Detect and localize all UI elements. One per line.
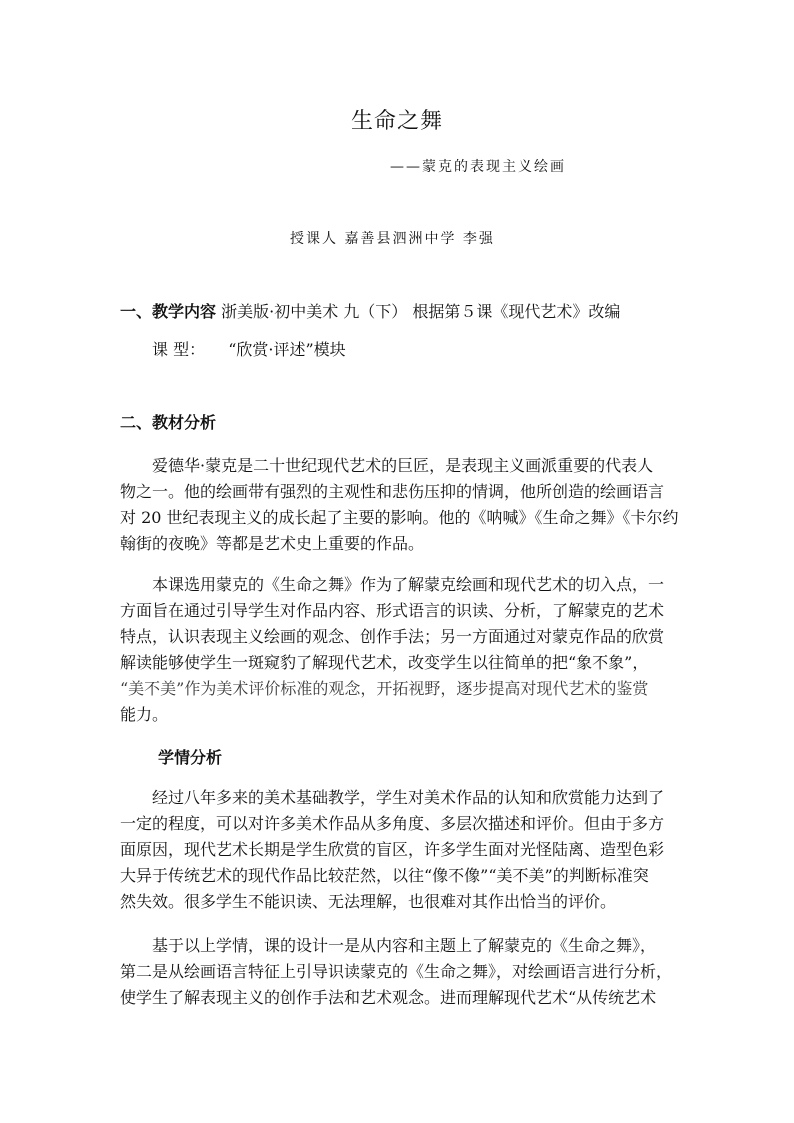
paragraph-line: 然失效。很多学生不能识读、无法理解，也很难对其作出恰当的评价。: [120, 892, 617, 911]
section1-line: [120, 299, 620, 325]
lesson-type-line: [152, 337, 346, 363]
paragraph-line: 翰街的夜晚》等都是艺术史上重要的作品。: [120, 534, 425, 553]
section2-paragraph-1: [120, 453, 679, 557]
paragraph-line: 大异于传统艺术的现代作品比较茫然，以往“像不像”“美不美”的判断标准突: [120, 866, 649, 885]
section1-heading: 一、教学内容: [120, 302, 217, 321]
paragraph-line: 本课选用蒙克的《生命之舞》作为了解蒙克绘画和现代艺术的切入点，一: [152, 575, 665, 594]
paragraph-line: 爱德华·蒙克是二十世纪现代艺术的巨匠，是表现主义画派重要的代表人: [152, 456, 654, 475]
paragraph-line: “美不美”作为美术评价标准的观念，开拓视野，逐步提高对现代艺术的鉴赏: [120, 679, 649, 698]
section3-paragraph-1: [120, 785, 668, 915]
paragraph-line: 解读能够使学生一斑窥豹了解现代艺术，改变学生以往简单的把“象不象”，: [120, 653, 649, 672]
paragraph-line: 方面旨在通过引导学生对作品内容、形式语言的识读、分析，了解蒙克的艺术: [120, 601, 665, 620]
paragraph-line: 使学生了解表现主义的创作手法和艺术观念。进而理解现代艺术“从传统艺术: [120, 988, 657, 1007]
byline: 授课人 嘉善县泗洲中学 李强: [290, 231, 495, 247]
paragraph-line: 特点，认识表现主义绘画的观念、创作手法；另一方面通过对蒙克作品的欣赏: [120, 627, 665, 646]
paragraph-line: 经过八年多来的美术基础教学，学生对美术作品的认知和欣赏能力达到了: [152, 788, 665, 807]
paragraph-line: 对 20 世纪表现主义的成长起了主要的影响。他的《呐喊》《生命之舞》《卡尔约: [120, 508, 679, 527]
paragraph-line: 第二是从绘画语言特征上引导识读蒙克的《生命之舞》，对绘画语言进行分析，: [120, 962, 673, 981]
section1-content: 浙美版·初中美术 九（下） 根据第５课《现代艺术》改编: [221, 302, 621, 321]
paragraph-line: 一定的程度，可以对许多美术作品从多角度、多层次描述和评价。但由于多方: [120, 814, 665, 833]
section2-paragraph-2: [120, 572, 668, 728]
paragraph-line: 物之一。他的绘画带有强烈的主观性和悲伤压抑的情调，他所创造的绘画语言: [120, 482, 665, 501]
paragraph-line: 基于以上学情，课的设计一是从内容和主题上了解蒙克的《生命之舞》，: [152, 936, 657, 955]
paragraph-line: 能力。: [120, 705, 169, 724]
lesson-type-value: “欣赏·评述”模块: [228, 340, 346, 359]
section3-heading: 学情分析: [158, 748, 223, 767]
page-subtitle: ——蒙克的表现主义绘画: [390, 159, 566, 175]
section2-heading: 二、教材分析: [120, 413, 217, 432]
lesson-type-label: 课 型：: [152, 340, 206, 359]
page-title: 生命之舞: [350, 109, 443, 134]
paragraph-line: 面原因，现代艺术长期是学生欣赏的盲区，许多学生面对光怪陆离、造型色彩: [120, 840, 665, 859]
section3-paragraph-2: [120, 933, 673, 1011]
